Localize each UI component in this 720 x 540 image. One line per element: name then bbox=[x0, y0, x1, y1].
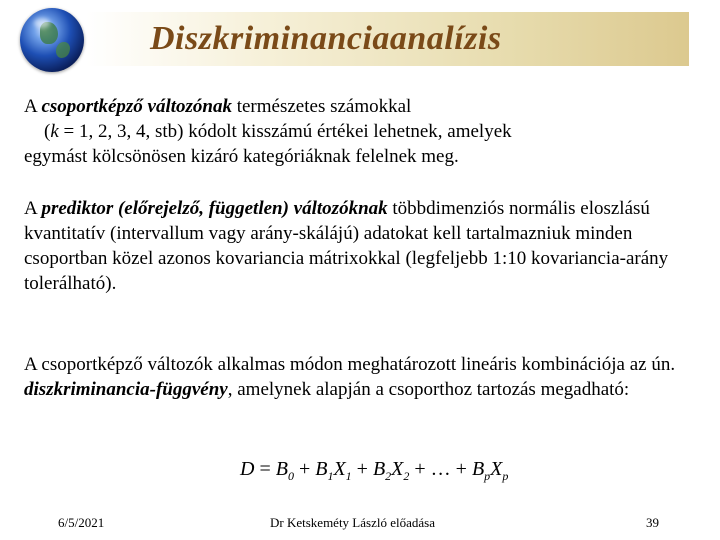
footer-page-number: 39 bbox=[646, 515, 659, 530]
p3-lead: A csoportképző változók alkalmas módon meghatározott lineáris kombinációja az ún. bbox=[24, 354, 676, 375]
p3-rest: , amelynek alapján a csoporthoz tartozás megadható: bbox=[227, 379, 630, 400]
p2-term: prediktor (előrejelző, független) változóknak bbox=[41, 198, 388, 219]
p1-rest: természetes számokkal bbox=[231, 96, 412, 117]
p1-line2: = 1, 2, 3, 4, stb) kódolt kisszámú értékei lehetnek, amelyek bbox=[58, 121, 512, 142]
p2-rest: többdimenziós normális eloszlású kvantitatív (intervallum vagy arány-skálájú) adatokat kell tartalmazniuk minden csoportban közel azonos kovariancia mátrixokkal (legfeljebb 1:10 kovariancia-arány tolerálható). bbox=[24, 198, 669, 294]
discriminant-formula: $D = B_0 + B_1X_1 + B_2X_2$ + … + $B_pX_p$ bbox=[240, 458, 509, 483]
paragraph-grouping-variable bbox=[24, 94, 704, 169]
p2-lead: A bbox=[24, 198, 42, 219]
p1-lead: A bbox=[24, 96, 42, 117]
paragraph-discriminant-function bbox=[24, 352, 704, 402]
slide-title: Diszkriminanciaanalízis bbox=[150, 20, 502, 57]
globe-icon bbox=[20, 8, 84, 72]
p1-term: csoportképző változónak bbox=[41, 96, 232, 117]
p3-term: diszkriminancia-függvény bbox=[24, 379, 228, 400]
p1-line3: egymást kölcsönösen kizáró kategóriáknak felelnek meg. bbox=[24, 146, 459, 167]
footer-author: Dr Ketskeméty László előadása bbox=[270, 515, 435, 530]
p1-k-var: k bbox=[50, 121, 59, 142]
p1-paren: ( bbox=[44, 121, 51, 142]
paragraph-predictors bbox=[24, 196, 704, 296]
footer-date: 6/5/2021 bbox=[58, 515, 105, 530]
